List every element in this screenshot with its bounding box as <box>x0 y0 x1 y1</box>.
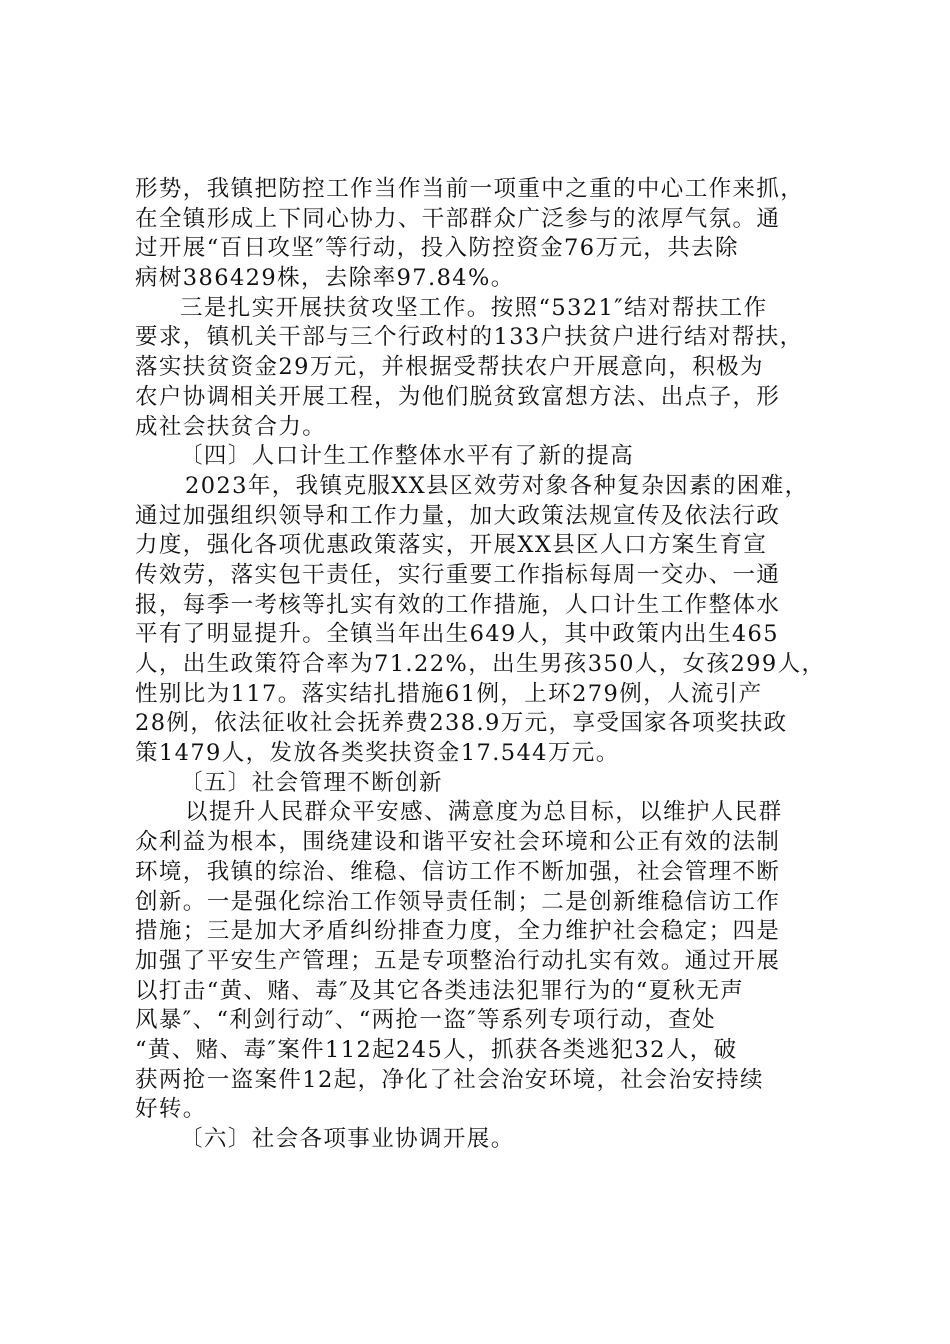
text-line: 风暴″、“利剑行动″、“两抢一盗″等系列专项行动，查处 <box>135 1007 717 1034</box>
text-line: 农户协调相关开展工程，为他们脱贫致富想方法、出点子，形 <box>135 383 781 410</box>
text-line: 以打击“黄、赌、毒″及其它各类违法犯罪行为的“夏秋无声 <box>135 977 745 1004</box>
section-heading-6: 〔六〕社会各项事业协调开展。 <box>180 1126 515 1152</box>
text-line: 传效劳，落实包干责任，实行重要工作指标每周一交办、一通 <box>135 561 781 588</box>
text-line: 形势，我镇把防控工作当作当前一项重中之重的中心工作来抓， <box>135 176 805 202</box>
section-heading-5: 〔五〕社会管理不断创新 <box>180 769 443 796</box>
section-heading-4: 〔四〕人口计生工作整体水平有了新的提高 <box>180 443 635 470</box>
text-line: 好转。 <box>135 1096 207 1123</box>
text-line: 获两抢一盗案件12起，净化了社会治安环境，社会治安持续 <box>135 1066 764 1093</box>
text-line: 在全镇形成上下同心协力、干部群众广泛参与的浓厚气氛。通 <box>135 205 781 232</box>
document-body <box>135 175 835 1155</box>
text-line: 落实扶贫资金29万元，并根据受帮扶农户开展意向，积极为 <box>135 354 764 381</box>
text-line: 成社会扶贫合力。 <box>135 413 327 440</box>
text-line: 人，出生政策符合率为71.22%，出生男孩350人，女孩299人， <box>135 651 826 677</box>
text-line: 策1479人，发放各类奖扶资金17.544万元。 <box>135 740 620 767</box>
text-line: 加强了平安生产管理；五是专项整治行动扎实有效。通过开展 <box>135 947 781 974</box>
text-line: 措施；三是加大矛盾纠纷排查力度，全力维护社会稳定；四是 <box>135 918 781 945</box>
paragraph-start-line: 三是扎实开展扶贫攻坚工作。按照“5321″结对帮扶工作 <box>180 294 768 321</box>
text-line: 性别比为117。落实结扎措施61例，上环279例，人流引产 <box>135 680 763 707</box>
text-line: 报，每季一考核等扎实有效的工作措施，人口计生工作整体水 <box>135 591 781 618</box>
text-line: “黄、赌、毒″案件112起245人，抓获各类逃犯32人，破 <box>135 1036 738 1063</box>
text-line: 28例，依法征收社会抚养费238.9万元，享受国家各项奖扶政 <box>135 710 788 737</box>
text-line: 通过加强组织领导和工作力量，加大政策法规宣传及依法行政 <box>135 502 781 529</box>
text-line: 病树386429株，去除率97.84%。 <box>135 265 515 292</box>
text-line: 力度，强化各项优惠政策落实，开展XX县区人口方案生育宣 <box>135 532 768 559</box>
paragraph-start-line: 以提升人民群众平安感、满意度为总目标，以维护人民群 <box>185 799 783 826</box>
paragraph-start-line: 2023年，我镇克服XX县区效劳对象各种复杂因素的困难， <box>185 472 809 499</box>
text-line: 平有了明显提升。全镇当年出生649人，其中政策内出生465 <box>135 621 779 648</box>
text-line: 众利益为根本，围绕建设和谐平安社会环境和公正有效的法制 <box>135 829 781 856</box>
text-line: 过开展“百日攻坚″等行动，投入防控资金76万元，共去除 <box>135 235 739 262</box>
text-line: 环境，我镇的综治、维稳、信访工作不断加强，社会管理不断 <box>135 858 781 885</box>
text-line: 创新。一是强化综治工作领导责任制；二是创新维稳信访工作 <box>135 888 781 915</box>
text-line: 要求，镇机关干部与三个行政村的133户扶贫户进行结对帮扶， <box>135 324 804 351</box>
